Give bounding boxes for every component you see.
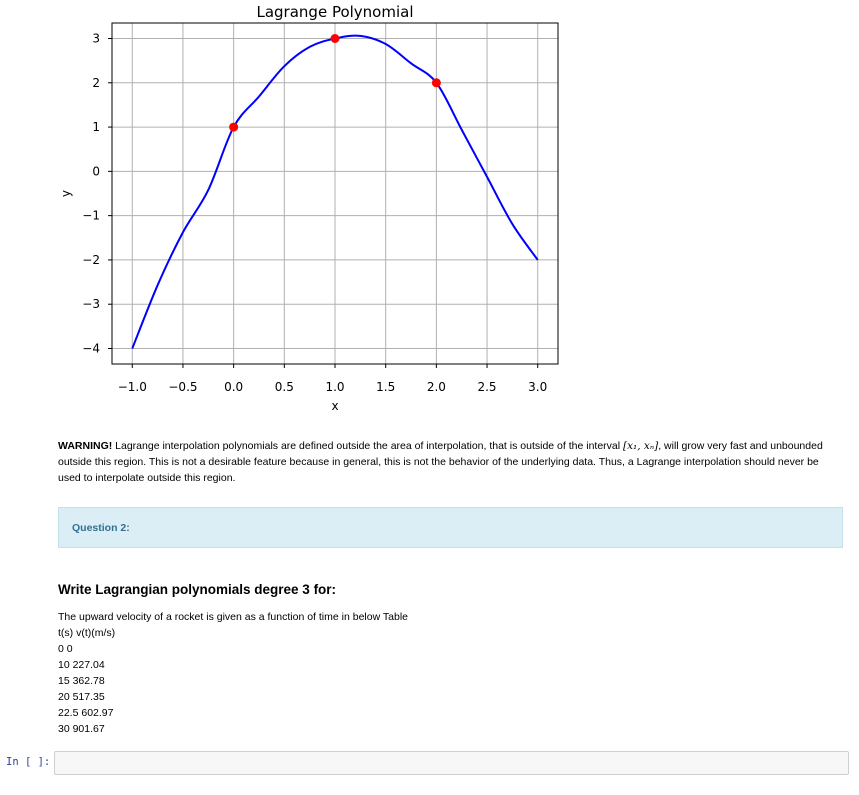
warning-text-after: , will grow very fast and unbounded outside this region. This is not a desirable feature because in general, this is not the behavior of the underlying data. Thus, a Lagrange interpolation should never be used to interpolate outside this region.	[58, 440, 823, 484]
x-tick-label: 0.5	[274, 380, 294, 394]
y-tick-label: −1	[82, 208, 100, 223]
x-tick-label: 0.0	[224, 380, 244, 394]
chart-title: Lagrange Polynomial	[256, 3, 414, 21]
y-tick-label: 0	[92, 164, 100, 179]
x-tick-label: −1.0	[117, 380, 147, 394]
code-cell-input[interactable]	[54, 751, 849, 775]
description-text: The upward velocity of a rocket is given as a function of time in below Table	[58, 611, 408, 623]
table-line: 30 901.67	[58, 723, 105, 735]
cell-prompt: In [ ]:	[6, 756, 51, 768]
data-point	[432, 78, 441, 87]
y-tick-label: 3	[92, 31, 100, 46]
y-tick-label: −4	[82, 341, 100, 356]
warning-paragraph	[58, 438, 833, 486]
table-line: 10 227.04	[58, 659, 105, 671]
x-tick-label: 2.0	[426, 380, 446, 394]
table-line: 15 362.78	[58, 675, 105, 687]
table-description	[58, 609, 408, 625]
y-tick-label: 1	[92, 120, 100, 135]
chart-grid	[112, 23, 558, 364]
lagrange-polynomial-chart	[50, 0, 570, 425]
y-tick-label: 2	[92, 75, 100, 90]
data-point	[229, 123, 238, 132]
x-tick-label: 2.5	[477, 380, 497, 394]
x-tick-label: 1.5	[376, 380, 396, 394]
question-label: Question 2:	[72, 522, 130, 534]
table-line: t(s) v(t)(m/s)	[58, 627, 116, 639]
x-tick-label: 3.0	[528, 380, 548, 394]
x-tick-label: 1.0	[325, 380, 345, 394]
warning-bold-label: WARNING!	[58, 440, 113, 452]
x-tick-label: −0.5	[168, 380, 198, 394]
warning-text-before: Lagrange interpolation polynomials are defined outside the area of interpolation, that is outside of the interval	[112, 440, 623, 452]
section-heading: Write Lagrangian polynomials degree 3 for:	[58, 582, 337, 597]
chart-ticks	[82, 32, 547, 395]
table-line: 0 0	[58, 643, 73, 655]
y-tick-label: −3	[82, 297, 100, 312]
chart-x-axis-label: x	[331, 399, 339, 413]
y-tick-label: −2	[82, 252, 100, 267]
table-line: 20 517.35	[58, 691, 105, 703]
interval-math: [x₁, xₙ]	[623, 440, 659, 452]
question-alert-box	[58, 507, 843, 548]
data-point	[331, 34, 340, 43]
chart-y-axis-label: y	[59, 189, 73, 198]
table-line: 22.5 602.97	[58, 707, 114, 719]
rocket-velocity-table	[58, 625, 115, 737]
